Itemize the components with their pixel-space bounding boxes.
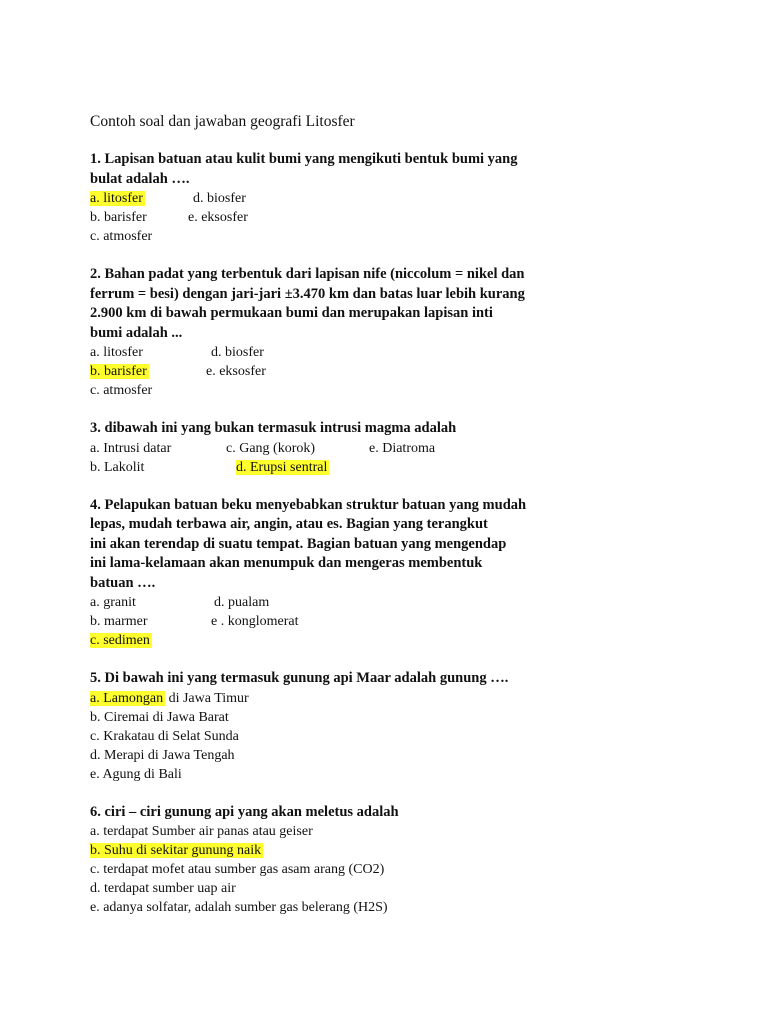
question-line: 2.900 km di bawah permukaan bumi dan merupakan lapisan inti <box>90 305 493 321</box>
option-c-answer: c. sedimen <box>90 633 150 648</box>
option-e: e . konglomerat <box>211 614 299 629</box>
question-line: 6. ciri – ciri gunung api yang akan meletus adalah <box>90 803 399 820</box>
question-5-text <box>90 669 710 689</box>
option-a-cell <box>90 189 193 208</box>
option-a-rest: di Jawa Timur <box>165 690 249 706</box>
question-1-text <box>90 150 710 189</box>
option-e: e. eksosfer <box>188 210 248 225</box>
option-b: b. Lakolit <box>90 459 145 475</box>
option-a: a. terdapat Sumber air panas atau geiser <box>90 824 313 839</box>
option-row <box>90 612 710 631</box>
option-e: e. Diatroma <box>369 440 436 456</box>
option-b-cell <box>90 841 263 860</box>
option-a-cell <box>90 689 249 708</box>
document-page <box>90 112 710 936</box>
option-d: d. biosfer <box>193 191 246 206</box>
option-c: c. Gang (korok) <box>226 440 316 456</box>
question-line: 4. Pelapukan batuan beku menyebabkan struktur batuan yang mudah <box>90 496 527 513</box>
option-row <box>90 898 710 917</box>
option-row <box>90 708 710 727</box>
option-row <box>90 381 710 400</box>
option-c: c. atmosfer <box>90 229 153 244</box>
option-a: a. litosfer <box>90 345 143 360</box>
question-line: 5. Di bawah ini yang termasuk gunung api Maar adalah gunung …. <box>90 670 509 686</box>
option-b-cell <box>90 362 206 381</box>
option-d: d. pualam <box>214 595 270 610</box>
question-1 <box>90 150 710 246</box>
option-b-answer: b. Suhu di sekitar gunung naik <box>90 843 262 858</box>
option-d: d. biosfer <box>211 345 264 360</box>
option-row <box>90 689 710 708</box>
option-row <box>90 765 710 784</box>
option-b: b. barisfer <box>90 210 147 225</box>
option-c: c. Krakatau di Selat Sunda <box>90 728 239 744</box>
option-d-cell <box>236 458 329 477</box>
option-row <box>90 860 710 879</box>
option-a: a. granit <box>90 595 136 610</box>
option-row <box>90 879 710 898</box>
option-row <box>90 458 710 477</box>
question-line: 1. Lapisan batuan atau kulit bumi yang mengikuti bentuk bumi yang <box>90 151 518 167</box>
option-a-answer: a. litosfer <box>90 191 143 206</box>
question-line: lepas, mudah terbawa air, angin, atau es. Bagian yang terangkut <box>90 516 488 532</box>
option-row <box>90 208 710 227</box>
question-line: 2. Bahan padat yang terbentuk dari lapisan nife (niccolum = nikel dan <box>90 266 525 282</box>
question-line: bumi adalah ... <box>90 324 183 341</box>
question-3 <box>90 419 710 477</box>
option-b: b. marmer <box>90 614 148 629</box>
question-line: bulat adalah …. <box>90 170 190 187</box>
question-line: ferrum = besi) dengan jari-jari ±3.470 km dan batas luar lebih kurang <box>90 285 525 302</box>
option-row <box>90 189 710 208</box>
option-d-answer: d. Erupsi sentral <box>236 459 328 475</box>
option-row <box>90 727 710 746</box>
question-line: ini lama-kelamaan akan menumpuk dan mengeras membentuk <box>90 555 483 571</box>
option-e: e. Agung di Bali <box>90 766 182 782</box>
question-6-text <box>90 803 710 823</box>
option-a: a. Intrusi datar <box>90 440 172 456</box>
option-row <box>90 841 710 860</box>
option-a-answer: a. Lamongan <box>90 690 164 706</box>
option-row <box>90 822 710 841</box>
question-5 <box>90 669 710 784</box>
option-e: e. adanya solfatar, adalah sumber gas belerang (H2S) <box>90 900 388 915</box>
option-row <box>90 227 710 246</box>
option-c-cell <box>90 631 152 650</box>
option-b-answer: b. barisfer <box>90 364 147 379</box>
option-d: d. Merapi di Jawa Tengah <box>90 747 235 763</box>
question-line: 3. dibawah ini yang bukan termasuk intrusi magma adalah <box>90 420 457 436</box>
option-c: c. atmosfer <box>90 383 153 398</box>
option-d: d. terdapat sumber uap air <box>90 881 236 896</box>
option-row <box>90 746 710 765</box>
option-row <box>90 593 710 612</box>
option-b: b. Ciremai di Jawa Barat <box>90 709 229 725</box>
option-e: e. eksosfer <box>206 364 266 379</box>
question-3-text <box>90 419 710 439</box>
question-4 <box>90 496 710 651</box>
option-c: c. terdapat mofet atau sumber gas asam arang (CO2) <box>90 862 385 877</box>
option-row <box>90 439 710 458</box>
option-row <box>90 362 710 381</box>
option-row <box>90 343 710 362</box>
question-2 <box>90 265 710 400</box>
question-line: batuan …. <box>90 574 156 591</box>
option-row <box>90 631 710 650</box>
question-6 <box>90 803 710 918</box>
question-2-text <box>90 265 710 343</box>
question-4-text <box>90 496 710 594</box>
document-title: Contoh soal dan jawaban geografi Litosfer <box>90 113 355 130</box>
question-line: ini akan terendap di suatu tempat. Bagian batuan yang mengendap <box>90 535 507 552</box>
